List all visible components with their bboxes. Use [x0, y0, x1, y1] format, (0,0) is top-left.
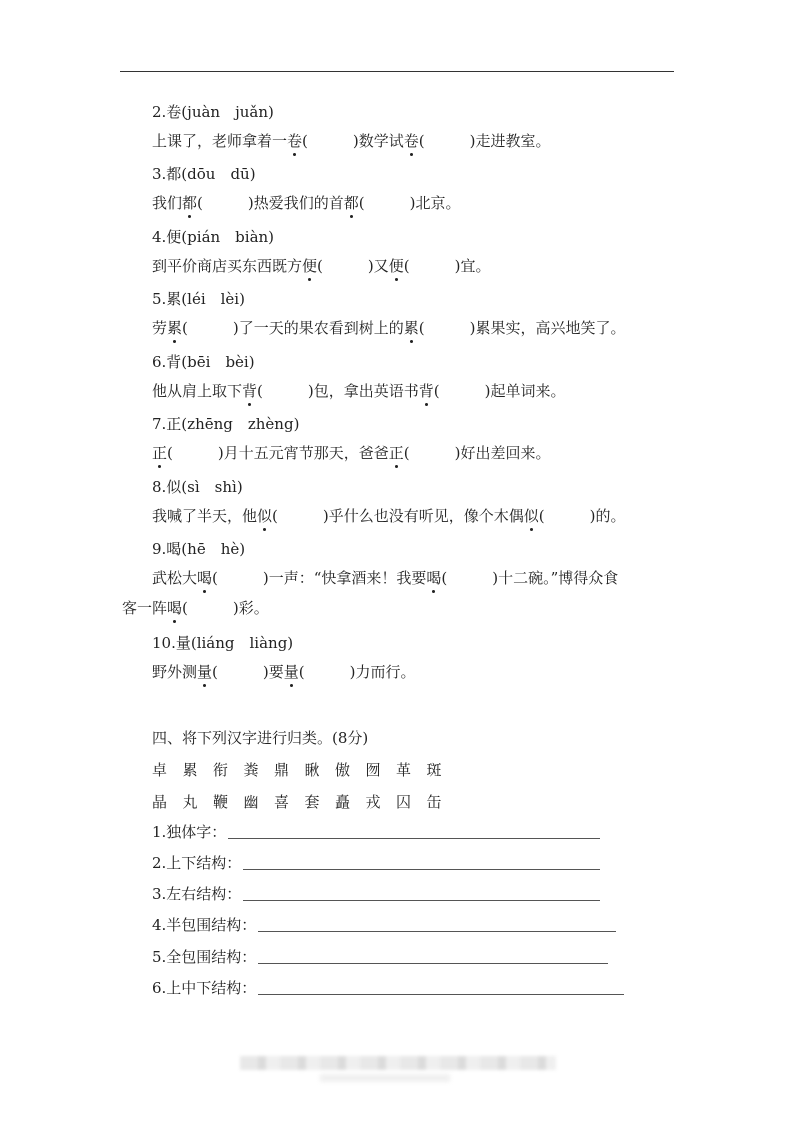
sentence-text: ( )了一天的果农看到树上的	[182, 319, 404, 337]
hanzi-char: 戎	[365, 793, 381, 811]
marked-char: 卷	[403, 132, 419, 150]
classification-row	[152, 883, 600, 904]
hanzi-char: 喜	[274, 793, 290, 811]
sentence-text: ( )宜。	[403, 257, 491, 275]
hanzi-char: 鞭	[213, 793, 229, 811]
question-sentence	[152, 256, 490, 276]
question-sentence	[152, 662, 415, 682]
marked-char: 喝	[167, 599, 183, 617]
marked-char: 卷	[287, 132, 303, 150]
hanzi-char: 套	[304, 793, 320, 811]
question-heading: 9.喝(hē hè)	[152, 540, 246, 558]
hanzi-char: 累	[182, 761, 198, 779]
classification-label: 3.左右结构：	[152, 885, 242, 903]
char-row-1	[152, 759, 457, 780]
sentence-text: 客一阵	[122, 599, 168, 617]
sentence-text: ( )彩。	[182, 599, 269, 617]
sentence-text: 到平价商店买东西既方	[152, 257, 303, 275]
answer-line[interactable]	[258, 931, 616, 932]
sentence-text: 武松大	[152, 569, 198, 587]
sentence-text: ( )累果实，高兴地笑了。	[418, 319, 626, 337]
hanzi-char: 斑	[426, 761, 442, 779]
hanzi-char: 卓	[152, 761, 168, 779]
footer-watermark-sub	[320, 1074, 450, 1082]
hanzi-char: 囫	[365, 761, 381, 779]
sentence-text: ( )要	[212, 663, 284, 681]
classification-label: 5.全包围结构：	[152, 948, 257, 966]
sentence-text: ( )数学试	[302, 132, 404, 150]
classification-row	[152, 821, 600, 842]
hanzi-char: 囚	[396, 793, 412, 811]
marked-char: 累	[167, 319, 183, 337]
sentence-text: ( )走进教室。	[418, 132, 551, 150]
sentence-text: ( )力而行。	[298, 663, 416, 681]
answer-line[interactable]	[228, 838, 600, 839]
question-heading: 3.都(dōu dū)	[152, 165, 256, 183]
hanzi-char: 傲	[335, 761, 351, 779]
question-heading: 4.便(pián biàn)	[152, 228, 275, 246]
question-heading: 10.量(liáng liàng)	[152, 634, 294, 652]
marked-char: 便	[388, 257, 404, 275]
classification-label: 1.独体字：	[152, 823, 227, 841]
answer-line[interactable]	[243, 900, 600, 901]
hanzi-char: 鼎	[274, 761, 290, 779]
hanzi-char: 衔	[213, 761, 229, 779]
sentence-text: ( )十二碗。”博得众食	[441, 569, 619, 587]
classification-label: 4.半包围结构：	[152, 916, 257, 934]
hanzi-char: 革	[396, 761, 412, 779]
char-row-2	[152, 791, 457, 812]
hanzi-char: 瞅	[304, 761, 320, 779]
classification-row	[152, 977, 624, 998]
footer-watermark	[240, 1056, 556, 1070]
marked-char: 喝	[426, 569, 442, 587]
classification-row	[152, 946, 608, 967]
hanzi-char: 晶	[152, 793, 168, 811]
marked-char: 似	[523, 507, 539, 525]
marked-char: 量	[197, 663, 213, 681]
classification-row	[152, 852, 600, 873]
answer-line[interactable]	[243, 869, 600, 870]
sentence-text: ( )的。	[538, 507, 626, 525]
question-sentence	[152, 131, 550, 151]
sentence-text: 我们	[152, 194, 183, 212]
sentence-text: ( )月十五元宵节那天，爸爸	[167, 444, 389, 462]
question-sentence	[122, 598, 269, 618]
classification-row	[152, 914, 616, 935]
marked-char: 量	[283, 663, 299, 681]
sentence-text: ( )又	[317, 257, 389, 275]
sentence-text: ( )北京。	[358, 194, 461, 212]
sentence-text: 野外测	[152, 663, 198, 681]
question-heading: 5.累(léi lèi)	[152, 290, 245, 308]
question-sentence	[152, 506, 625, 526]
question-heading: 6.背(bēi bèi)	[152, 353, 255, 371]
question-heading: 7.正(zhēng zhèng)	[152, 415, 300, 433]
section-4-title: 四、将下列汉字进行归类。(8分)	[152, 729, 369, 747]
hanzi-char: 缶	[426, 793, 442, 811]
marked-char: 正	[152, 444, 168, 462]
marked-char: 背	[418, 382, 434, 400]
sentence-text: ( )好出差回来。	[403, 444, 551, 462]
classification-label: 6.上中下结构：	[152, 979, 257, 997]
marked-char: 背	[242, 382, 258, 400]
marked-char: 累	[403, 319, 419, 337]
header-rule	[120, 71, 674, 72]
marked-char: 正	[388, 444, 404, 462]
sentence-text: ( )一声：“快拿酒来！我要	[212, 569, 427, 587]
question-sentence	[152, 193, 460, 213]
marked-char: 喝	[197, 569, 213, 587]
sentence-text: ( )热爱我们的首	[197, 194, 344, 212]
sentence-text: ( )起单词来。	[433, 382, 566, 400]
question-sentence	[152, 318, 625, 338]
sentence-text: ( )乎什么也没有听见，像个木偶	[272, 507, 524, 525]
marked-char: 都	[182, 194, 198, 212]
marked-char: 似	[257, 507, 273, 525]
question-heading: 2.卷(juàn juǎn)	[152, 103, 274, 121]
question-heading: 8.似(sì shì)	[152, 478, 243, 496]
marked-char: 便	[302, 257, 318, 275]
question-sentence	[152, 381, 565, 401]
question-sentence	[152, 443, 550, 463]
sentence-text: 劳	[152, 319, 168, 337]
hanzi-char: 丸	[182, 793, 198, 811]
hanzi-char: 幽	[243, 793, 259, 811]
question-sentence	[152, 568, 618, 588]
classification-label: 2.上下结构：	[152, 854, 242, 872]
sentence-text: 上课了，老师拿着一	[152, 132, 288, 150]
answer-line[interactable]	[258, 963, 608, 964]
sentence-text: 他从肩上取下	[152, 382, 243, 400]
hanzi-char: 粪	[243, 761, 259, 779]
sentence-text: 我喊了半天，他	[152, 507, 258, 525]
sentence-text: ( )包，拿出英语书	[257, 382, 419, 400]
answer-line[interactable]	[258, 994, 624, 995]
hanzi-char: 矗	[335, 793, 351, 811]
marked-char: 都	[343, 194, 359, 212]
